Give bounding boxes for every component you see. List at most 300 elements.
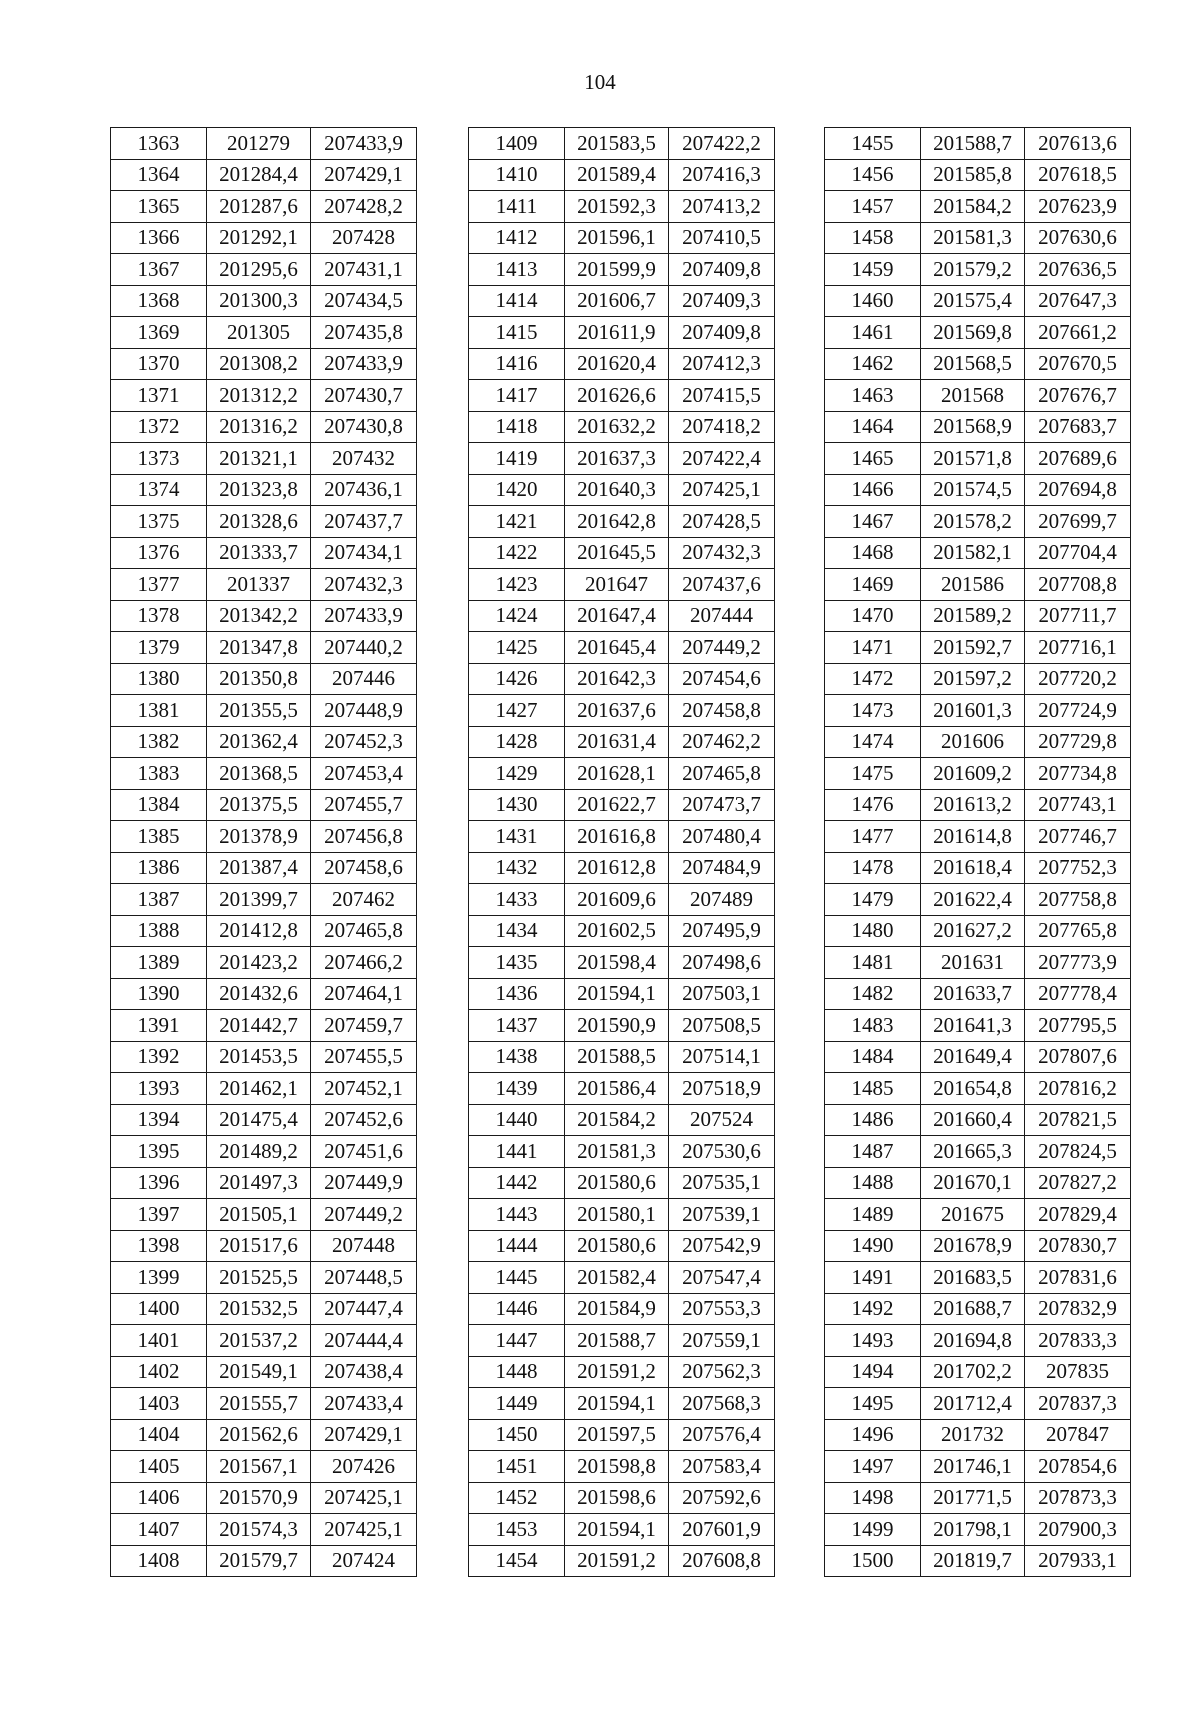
table-row (825, 222, 1131, 254)
table-row (469, 915, 775, 947)
point-number-cell: 1454 (469, 1545, 565, 1577)
table-row (111, 474, 417, 506)
x-coordinate-cell: 201525,5 (207, 1262, 311, 1294)
point-number-cell: 1384 (111, 789, 207, 821)
point-number-cell: 1463 (825, 380, 921, 412)
point-number-cell: 1383 (111, 758, 207, 790)
point-number-cell: 1433 (469, 884, 565, 916)
table-row (111, 380, 417, 412)
y-coordinate-cell: 207425,1 (311, 1482, 417, 1514)
y-coordinate-cell: 207676,7 (1025, 380, 1131, 412)
y-coordinate-cell: 207418,2 (669, 411, 775, 443)
x-coordinate-cell: 201337 (207, 569, 311, 601)
y-coordinate-cell: 207452,6 (311, 1104, 417, 1136)
point-number-cell: 1395 (111, 1136, 207, 1168)
point-number-cell: 1399 (111, 1262, 207, 1294)
x-coordinate-cell: 201602,5 (565, 915, 669, 947)
point-number-cell: 1467 (825, 506, 921, 538)
y-coordinate-cell: 207452,3 (311, 726, 417, 758)
point-number-cell: 1430 (469, 789, 565, 821)
point-number-cell: 1485 (825, 1073, 921, 1105)
x-coordinate-cell: 201597,5 (565, 1419, 669, 1451)
x-coordinate-cell: 201609,6 (565, 884, 669, 916)
point-number-cell: 1381 (111, 695, 207, 727)
x-coordinate-cell: 201631 (921, 947, 1025, 979)
point-number-cell: 1500 (825, 1545, 921, 1577)
y-coordinate-cell: 207833,3 (1025, 1325, 1131, 1357)
table-row (469, 285, 775, 317)
y-coordinate-cell: 207583,4 (669, 1451, 775, 1483)
x-coordinate-cell: 201588,5 (565, 1041, 669, 1073)
y-coordinate-cell: 207503,1 (669, 978, 775, 1010)
point-number-cell: 1459 (825, 254, 921, 286)
point-number-cell: 1392 (111, 1041, 207, 1073)
x-coordinate-cell: 201592,7 (921, 632, 1025, 664)
point-number-cell: 1385 (111, 821, 207, 853)
x-coordinate-cell: 201575,4 (921, 285, 1025, 317)
x-coordinate-cell: 201581,3 (921, 222, 1025, 254)
point-number-cell: 1443 (469, 1199, 565, 1231)
x-coordinate-cell: 201592,3 (565, 191, 669, 223)
x-coordinate-cell: 201611,9 (565, 317, 669, 349)
y-coordinate-cell: 207435,8 (311, 317, 417, 349)
table-row (111, 1073, 417, 1105)
x-coordinate-cell: 201532,5 (207, 1293, 311, 1325)
table-row (111, 1104, 417, 1136)
point-number-cell: 1401 (111, 1325, 207, 1357)
x-coordinate-cell: 201505,1 (207, 1199, 311, 1231)
point-number-cell: 1376 (111, 537, 207, 569)
table-row (469, 348, 775, 380)
point-number-cell: 1460 (825, 285, 921, 317)
point-number-cell: 1490 (825, 1230, 921, 1262)
y-coordinate-cell: 207454,6 (669, 663, 775, 695)
table-row (469, 632, 775, 664)
table-row (825, 1167, 1131, 1199)
table-row (111, 537, 417, 569)
x-coordinate-cell: 201399,7 (207, 884, 311, 916)
x-coordinate-cell: 201660,4 (921, 1104, 1025, 1136)
y-coordinate-cell: 207425,1 (669, 474, 775, 506)
y-coordinate-cell: 207765,8 (1025, 915, 1131, 947)
table-row (111, 1356, 417, 1388)
point-number-cell: 1402 (111, 1356, 207, 1388)
point-number-cell: 1464 (825, 411, 921, 443)
point-number-cell: 1474 (825, 726, 921, 758)
table-row (825, 852, 1131, 884)
x-coordinate-cell: 201568,9 (921, 411, 1025, 443)
point-number-cell: 1396 (111, 1167, 207, 1199)
y-coordinate-cell: 207734,8 (1025, 758, 1131, 790)
x-coordinate-cell: 201665,3 (921, 1136, 1025, 1168)
y-coordinate-cell: 207694,8 (1025, 474, 1131, 506)
point-number-cell: 1470 (825, 600, 921, 632)
x-coordinate-cell: 201606,7 (565, 285, 669, 317)
x-coordinate-cell: 201586 (921, 569, 1025, 601)
y-coordinate-cell: 207542,9 (669, 1230, 775, 1262)
y-coordinate-cell: 207683,7 (1025, 411, 1131, 443)
point-number-cell: 1426 (469, 663, 565, 695)
x-coordinate-cell: 201675 (921, 1199, 1025, 1231)
y-coordinate-cell: 207847 (1025, 1419, 1131, 1451)
table-row (825, 1325, 1131, 1357)
x-coordinate-cell: 201594,1 (565, 1514, 669, 1546)
y-coordinate-cell: 207689,6 (1025, 443, 1131, 475)
y-coordinate-cell: 207430,8 (311, 411, 417, 443)
y-coordinate-cell: 207446 (311, 663, 417, 695)
y-coordinate-cell: 207484,9 (669, 852, 775, 884)
y-coordinate-cell: 207530,6 (669, 1136, 775, 1168)
table-row (469, 1545, 775, 1577)
y-coordinate-cell: 207647,3 (1025, 285, 1131, 317)
y-coordinate-cell: 207827,2 (1025, 1167, 1131, 1199)
point-number-cell: 1428 (469, 726, 565, 758)
x-coordinate-cell: 201601,3 (921, 695, 1025, 727)
point-number-cell: 1416 (469, 348, 565, 380)
point-number-cell: 1446 (469, 1293, 565, 1325)
table-row (111, 852, 417, 884)
table-row (111, 1325, 417, 1357)
table-row (111, 821, 417, 853)
x-coordinate-cell: 201633,7 (921, 978, 1025, 1010)
x-coordinate-cell: 201412,8 (207, 915, 311, 947)
table-row (469, 947, 775, 979)
y-coordinate-cell: 207412,3 (669, 348, 775, 380)
x-coordinate-cell: 201589,4 (565, 159, 669, 191)
y-coordinate-cell: 207508,5 (669, 1010, 775, 1042)
y-coordinate-cell: 207425,1 (311, 1514, 417, 1546)
x-coordinate-cell: 201678,9 (921, 1230, 1025, 1262)
table-row (469, 222, 775, 254)
point-number-cell: 1412 (469, 222, 565, 254)
y-coordinate-cell: 207716,1 (1025, 632, 1131, 664)
x-coordinate-cell: 201609,2 (921, 758, 1025, 790)
x-coordinate-cell: 201637,6 (565, 695, 669, 727)
x-coordinate-cell: 201647 (565, 569, 669, 601)
point-number-cell: 1482 (825, 978, 921, 1010)
point-number-cell: 1400 (111, 1293, 207, 1325)
point-number-cell: 1488 (825, 1167, 921, 1199)
y-coordinate-cell: 207466,2 (311, 947, 417, 979)
table-row (111, 1482, 417, 1514)
table-row (825, 1356, 1131, 1388)
point-number-cell: 1472 (825, 663, 921, 695)
y-coordinate-cell: 207429,1 (311, 1419, 417, 1451)
y-coordinate-cell: 207409,8 (669, 317, 775, 349)
table-row (825, 1419, 1131, 1451)
point-number-cell: 1496 (825, 1419, 921, 1451)
point-number-cell: 1398 (111, 1230, 207, 1262)
y-coordinate-cell: 207824,5 (1025, 1136, 1131, 1168)
point-number-cell: 1440 (469, 1104, 565, 1136)
y-coordinate-cell: 207415,5 (669, 380, 775, 412)
point-number-cell: 1457 (825, 191, 921, 223)
point-number-cell: 1439 (469, 1073, 565, 1105)
y-coordinate-cell: 207456,8 (311, 821, 417, 853)
y-coordinate-cell: 207835 (1025, 1356, 1131, 1388)
y-coordinate-cell: 207900,3 (1025, 1514, 1131, 1546)
table-row (111, 1010, 417, 1042)
y-coordinate-cell: 207831,6 (1025, 1262, 1131, 1294)
y-coordinate-cell: 207448 (311, 1230, 417, 1262)
y-coordinate-cell: 207821,5 (1025, 1104, 1131, 1136)
x-coordinate-cell: 201626,6 (565, 380, 669, 412)
table-row (111, 884, 417, 916)
y-coordinate-cell: 207618,5 (1025, 159, 1131, 191)
table-row (111, 1388, 417, 1420)
table-row (825, 600, 1131, 632)
table-row (469, 600, 775, 632)
point-number-cell: 1476 (825, 789, 921, 821)
x-coordinate-cell: 201583,5 (565, 128, 669, 160)
point-number-cell: 1405 (111, 1451, 207, 1483)
table-row (469, 1293, 775, 1325)
table-row (825, 1230, 1131, 1262)
table-row (825, 569, 1131, 601)
y-coordinate-cell: 207432,3 (669, 537, 775, 569)
point-number-cell: 1473 (825, 695, 921, 727)
y-coordinate-cell: 207431,1 (311, 254, 417, 286)
x-coordinate-cell: 201591,2 (565, 1545, 669, 1577)
point-number-cell: 1369 (111, 317, 207, 349)
table-row (469, 884, 775, 916)
point-number-cell: 1408 (111, 1545, 207, 1577)
point-number-cell: 1388 (111, 915, 207, 947)
point-number-cell: 1469 (825, 569, 921, 601)
y-coordinate-cell: 207465,8 (669, 758, 775, 790)
y-coordinate-cell: 207433,9 (311, 600, 417, 632)
y-coordinate-cell: 207535,1 (669, 1167, 775, 1199)
table-row (469, 1356, 775, 1388)
y-coordinate-cell: 207568,3 (669, 1388, 775, 1420)
coordinate-table-2 (468, 127, 775, 1577)
y-coordinate-cell: 207743,1 (1025, 789, 1131, 821)
x-coordinate-cell: 201606 (921, 726, 1025, 758)
point-number-cell: 1458 (825, 222, 921, 254)
x-coordinate-cell: 201683,5 (921, 1262, 1025, 1294)
x-coordinate-cell: 201562,6 (207, 1419, 311, 1451)
y-coordinate-cell: 207438,4 (311, 1356, 417, 1388)
x-coordinate-cell: 201497,3 (207, 1167, 311, 1199)
table-row (469, 1041, 775, 1073)
table-row (469, 1073, 775, 1105)
table-row (825, 1388, 1131, 1420)
table-row (825, 947, 1131, 979)
y-coordinate-cell: 207458,8 (669, 695, 775, 727)
x-coordinate-cell: 201305 (207, 317, 311, 349)
x-coordinate-cell: 201355,5 (207, 695, 311, 727)
table-row (469, 317, 775, 349)
point-number-cell: 1394 (111, 1104, 207, 1136)
table-row (825, 254, 1131, 286)
y-coordinate-cell: 207778,4 (1025, 978, 1131, 1010)
point-number-cell: 1461 (825, 317, 921, 349)
x-coordinate-cell: 201622,7 (565, 789, 669, 821)
table-row (825, 915, 1131, 947)
coordinate-table-3 (824, 127, 1131, 1577)
point-number-cell: 1481 (825, 947, 921, 979)
table-row (825, 884, 1131, 916)
table-row (111, 1545, 417, 1577)
point-number-cell: 1421 (469, 506, 565, 538)
point-number-cell: 1445 (469, 1262, 565, 1294)
y-coordinate-cell: 207495,9 (669, 915, 775, 947)
y-coordinate-cell: 207816,2 (1025, 1073, 1131, 1105)
x-coordinate-cell: 201637,3 (565, 443, 669, 475)
y-coordinate-cell: 207830,7 (1025, 1230, 1131, 1262)
x-coordinate-cell: 201614,8 (921, 821, 1025, 853)
table-row (111, 506, 417, 538)
table-row (825, 474, 1131, 506)
y-coordinate-cell: 207562,3 (669, 1356, 775, 1388)
y-coordinate-cell: 207464,1 (311, 978, 417, 1010)
x-coordinate-cell: 201378,9 (207, 821, 311, 853)
table-row (111, 978, 417, 1010)
table-row (825, 978, 1131, 1010)
x-coordinate-cell: 201640,3 (565, 474, 669, 506)
x-coordinate-cell: 201642,8 (565, 506, 669, 538)
point-number-cell: 1449 (469, 1388, 565, 1420)
table-row (469, 695, 775, 727)
point-number-cell: 1465 (825, 443, 921, 475)
x-coordinate-cell: 201670,1 (921, 1167, 1025, 1199)
table-row (111, 1199, 417, 1231)
point-number-cell: 1424 (469, 600, 565, 632)
y-coordinate-cell: 207498,6 (669, 947, 775, 979)
y-coordinate-cell: 207428,2 (311, 191, 417, 223)
point-number-cell: 1366 (111, 222, 207, 254)
x-coordinate-cell: 201582,1 (921, 537, 1025, 569)
x-coordinate-cell: 201574,5 (921, 474, 1025, 506)
y-coordinate-cell: 207409,8 (669, 254, 775, 286)
y-coordinate-cell: 207724,9 (1025, 695, 1131, 727)
point-number-cell: 1370 (111, 348, 207, 380)
table-row (469, 1451, 775, 1483)
point-number-cell: 1429 (469, 758, 565, 790)
table-row (825, 821, 1131, 853)
table-row (111, 600, 417, 632)
table-row (469, 443, 775, 475)
x-coordinate-cell: 201582,4 (565, 1262, 669, 1294)
y-coordinate-cell: 207447,4 (311, 1293, 417, 1325)
y-coordinate-cell: 207465,8 (311, 915, 417, 947)
point-number-cell: 1466 (825, 474, 921, 506)
point-number-cell: 1498 (825, 1482, 921, 1514)
y-coordinate-cell: 207458,6 (311, 852, 417, 884)
table-row (469, 537, 775, 569)
x-coordinate-cell: 201574,3 (207, 1514, 311, 1546)
x-coordinate-cell: 201618,4 (921, 852, 1025, 884)
y-coordinate-cell: 207704,4 (1025, 537, 1131, 569)
x-coordinate-cell: 201568 (921, 380, 1025, 412)
table-row (825, 1262, 1131, 1294)
point-number-cell: 1484 (825, 1041, 921, 1073)
table-row (469, 1199, 775, 1231)
table-row (469, 1419, 775, 1451)
x-coordinate-cell: 201712,4 (921, 1388, 1025, 1420)
x-coordinate-cell: 201333,7 (207, 537, 311, 569)
point-number-cell: 1387 (111, 884, 207, 916)
x-coordinate-cell: 201616,8 (565, 821, 669, 853)
table-row (825, 443, 1131, 475)
y-coordinate-cell: 207636,5 (1025, 254, 1131, 286)
point-number-cell: 1419 (469, 443, 565, 475)
y-coordinate-cell: 207432 (311, 443, 417, 475)
y-coordinate-cell: 207670,5 (1025, 348, 1131, 380)
x-coordinate-cell: 201585,8 (921, 159, 1025, 191)
y-coordinate-cell: 207426 (311, 1451, 417, 1483)
y-coordinate-cell: 207518,9 (669, 1073, 775, 1105)
table-row (469, 1010, 775, 1042)
point-number-cell: 1486 (825, 1104, 921, 1136)
y-coordinate-cell: 207729,8 (1025, 726, 1131, 758)
table-row (111, 947, 417, 979)
table-row (825, 1199, 1131, 1231)
x-coordinate-cell: 201432,6 (207, 978, 311, 1010)
table-row (111, 1041, 417, 1073)
point-number-cell: 1367 (111, 254, 207, 286)
x-coordinate-cell: 201598,4 (565, 947, 669, 979)
point-number-cell: 1409 (469, 128, 565, 160)
x-coordinate-cell: 201732 (921, 1419, 1025, 1451)
table-row (825, 1514, 1131, 1546)
y-coordinate-cell: 207711,7 (1025, 600, 1131, 632)
x-coordinate-cell: 201586,4 (565, 1073, 669, 1105)
table-row (825, 1451, 1131, 1483)
x-coordinate-cell: 201284,4 (207, 159, 311, 191)
x-coordinate-cell: 201549,1 (207, 1356, 311, 1388)
point-number-cell: 1377 (111, 569, 207, 601)
x-coordinate-cell: 201347,8 (207, 632, 311, 664)
table-row (111, 1419, 417, 1451)
x-coordinate-cell: 201632,2 (565, 411, 669, 443)
x-coordinate-cell: 201323,8 (207, 474, 311, 506)
x-coordinate-cell: 201453,5 (207, 1041, 311, 1073)
x-coordinate-cell: 201387,4 (207, 852, 311, 884)
y-coordinate-cell: 207433,4 (311, 1388, 417, 1420)
table-row (825, 317, 1131, 349)
table-row (111, 1451, 417, 1483)
x-coordinate-cell: 201589,2 (921, 600, 1025, 632)
point-number-cell: 1363 (111, 128, 207, 160)
table-row (825, 789, 1131, 821)
x-coordinate-cell: 201649,4 (921, 1041, 1025, 1073)
x-coordinate-cell: 201622,4 (921, 884, 1025, 916)
table-row (825, 632, 1131, 664)
point-number-cell: 1499 (825, 1514, 921, 1546)
point-number-cell: 1475 (825, 758, 921, 790)
x-coordinate-cell: 201350,8 (207, 663, 311, 695)
x-coordinate-cell: 201292,1 (207, 222, 311, 254)
point-number-cell: 1407 (111, 1514, 207, 1546)
point-number-cell: 1423 (469, 569, 565, 601)
point-number-cell: 1479 (825, 884, 921, 916)
x-coordinate-cell: 201654,8 (921, 1073, 1025, 1105)
table-row (825, 1104, 1131, 1136)
table-row (825, 726, 1131, 758)
y-coordinate-cell: 207807,6 (1025, 1041, 1131, 1073)
point-number-cell: 1453 (469, 1514, 565, 1546)
y-coordinate-cell: 207462,2 (669, 726, 775, 758)
point-number-cell: 1393 (111, 1073, 207, 1105)
point-number-cell: 1434 (469, 915, 565, 947)
point-number-cell: 1415 (469, 317, 565, 349)
y-coordinate-cell: 207623,9 (1025, 191, 1131, 223)
x-coordinate-cell: 201580,1 (565, 1199, 669, 1231)
y-coordinate-cell: 207424 (311, 1545, 417, 1577)
table-row (825, 348, 1131, 380)
table-row (825, 1073, 1131, 1105)
